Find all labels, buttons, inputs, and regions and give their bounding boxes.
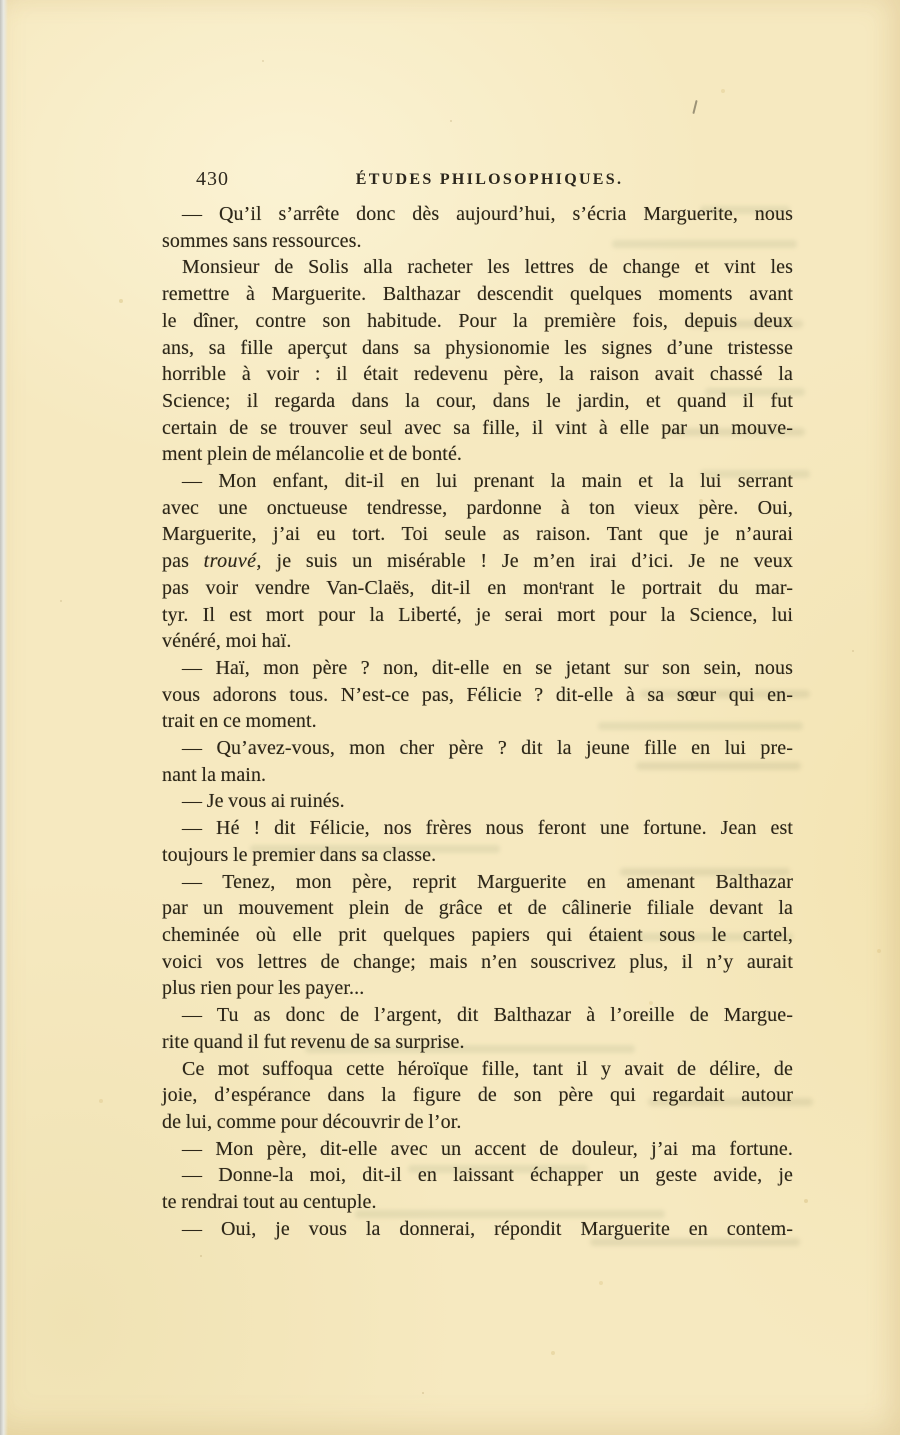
text-line: le dîner, contre son habitude. Pour la première fois, depuis deux (162, 309, 793, 332)
page-header (162, 168, 793, 194)
text-line: plus rien pour les payer... (162, 977, 365, 1000)
text-line: Marguerite, j’ai eu tort. Toi seule as raison. Tant que je n’aurai (162, 523, 793, 546)
text-line: cheminée où elle prit quelques papiers qui étaient sous le cartel, (162, 923, 793, 946)
text-line: par un mouvement plein de grâce et de câlinerie filiale devant la (162, 897, 793, 920)
text-line: vous adorons tous. N’est-ce pas, Félicie ? dit-elle à sa sœur qui en- (162, 683, 793, 706)
text-body (162, 201, 793, 1242)
text-line: joie, d’espérance dans la figure de son père qui regardait autour (162, 1084, 793, 1107)
text-line: Monsieur de Solis alla racheter les lettres de change et vint les (182, 256, 793, 279)
text-line: rite quand il fut revenu de sa surprise. (162, 1030, 465, 1053)
stray-mark-artifact (692, 100, 697, 114)
text-line: — Hé ! dit Félicie, nos frères nous feront une fortune. Jean est (182, 817, 793, 840)
text-line: nant la main. (162, 763, 267, 786)
text-line: — Qu’avez-vous, mon cher père ? dit la jeune fille en lui pre- (182, 737, 793, 760)
text-line: — Oui, je vous la donnerai, répondit Marguerite en contem- (182, 1217, 793, 1240)
text-line: — Donne-la moi, dit-il en laissant échapper un geste avide, je (182, 1164, 793, 1187)
text-line: — Haï, mon père ? non, dit-elle en se jetant sur son sein, nous (182, 656, 793, 679)
running-title: ÉTUDES PHILOSOPHIQUES. (355, 171, 624, 188)
text-line: pas trouvé, je suis un misérable ! Je m’en irai d’ici. Je ne veux (162, 550, 793, 573)
scan-edge (0, 0, 8, 1435)
text-line: — Mon enfant, dit-il en lui prenant la main et la lui serrant (182, 470, 793, 493)
text-line: certain de se trouver seul avec sa fille, il vint à elle par un mouve- (162, 416, 793, 439)
text-line: toujours le premier dans sa classe. (162, 843, 437, 866)
text-line: — Mon père, dit-elle avec un accent de douleur, j’ai ma fortune. (182, 1137, 793, 1160)
text-line: — Tu as donc de l’argent, dit Balthazar à l’oreille de Margue- (182, 1004, 793, 1027)
text-line: pas voir vendre Van-Claës, dit-il en mon$^t$rant le portrait du mar- (162, 576, 793, 599)
text-line: — Tenez, mon père, reprit Marguerite en amenant Balthazar (182, 870, 793, 893)
text-line: remettre à Marguerite. Balthazar descendit quelques moments avant (162, 283, 793, 306)
text-line: trait en ce moment. (162, 710, 317, 733)
text-line: ment plein de mélancolie et de bonté. (162, 443, 463, 466)
text-line: avec une onctueuse tendresse, pardonne à ton vieux père. Oui, (162, 496, 793, 519)
text-line: sommes sans ressources. (162, 229, 362, 252)
text-line: Ce mot suffoqua cette héroïque fille, tant il y avait de délire, de (182, 1057, 793, 1080)
text-line: horrible à voir : il était redevenu père, la raison avait chassé la (162, 363, 793, 386)
page-number: 430 (196, 168, 229, 190)
text-line: de lui, comme pour découvrir de l’or. (162, 1110, 462, 1133)
paper-speckles (0, 0, 2, 2)
text-line: vénéré, moi haï. (162, 630, 292, 653)
text-line: — Je vous ai ruinés. (182, 790, 345, 813)
text-line: voici vos lettres de change; mais n’en souscrivez plus, il n’y aurait (162, 950, 793, 973)
text-line: — Qu’il s’arrête donc dès aujourd’hui, s’écria Marguerite, nous (182, 203, 793, 225)
text-line: ans, sa fille aperçut dans sa physionomie les signes d’une tristesse (162, 336, 793, 359)
text-line: tyr. Il est mort pour la Liberté, je serai mort pour la Science, lui (162, 603, 793, 626)
text-line: te rendrai tout au centuple. (162, 1191, 377, 1214)
text-line: Science; il regarda dans la cour, dans le jardin, et quand il fut (162, 389, 793, 412)
